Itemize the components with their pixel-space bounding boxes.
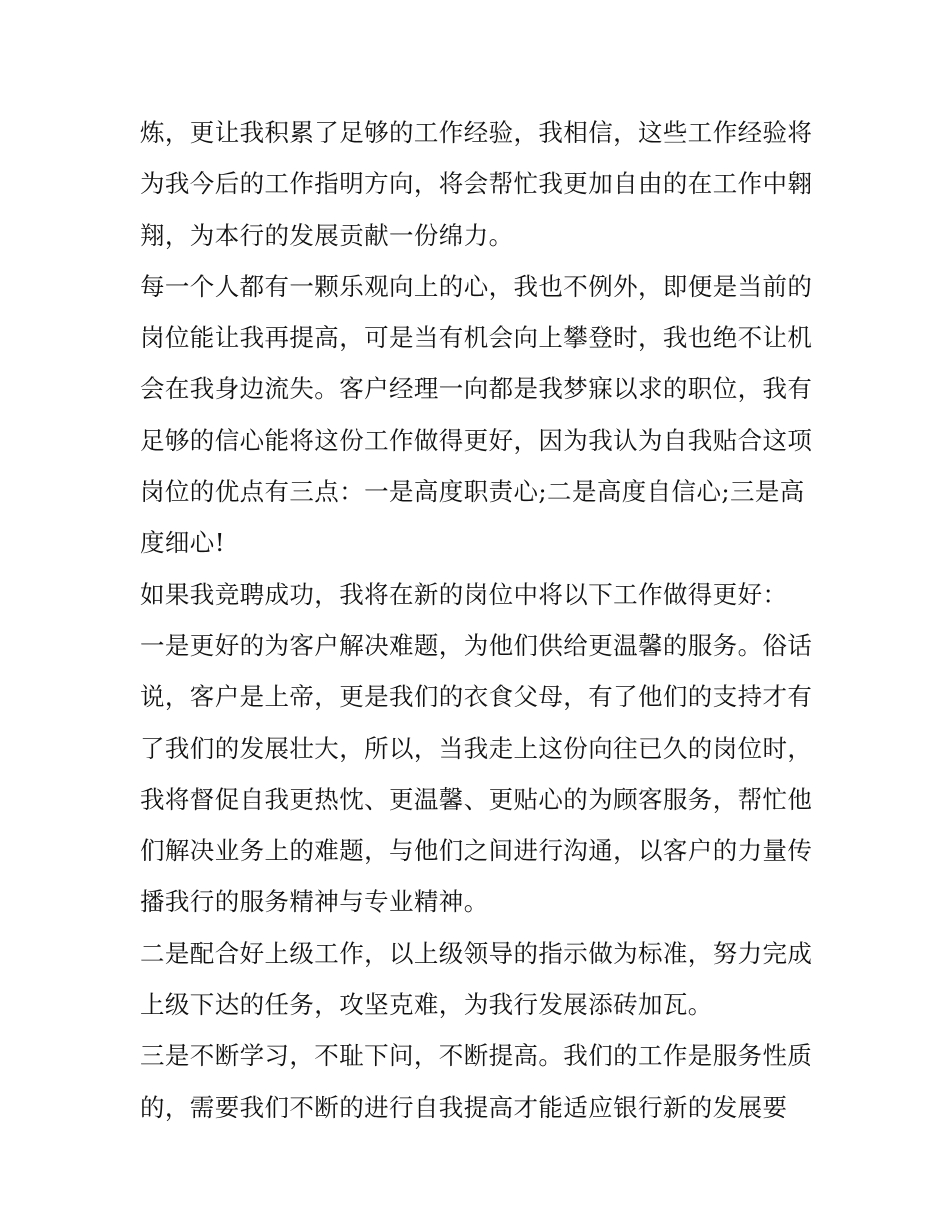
text-line: 为我今后的工作指明方向，将会帮忙我更加自由的在工作中翱 (140, 169, 813, 199)
text-line: 足够的信心能将这份工作做得更好，因为我认为自我贴合这项 (140, 425, 813, 455)
text-line: 的，需要我们不断的进行自我提高才能适应银行新的发展要 (140, 1092, 788, 1122)
text-line: 岗位的优点有三点：一是高度职责心;二是高度自信心;三是高 (140, 477, 805, 507)
text-line: 度细心! (140, 528, 225, 558)
text-line: 每一个人都有一颗乐观向上的心，我也不例外，即便是当前的 (140, 271, 813, 301)
text-line: 岗位能让我再提高，可是当有机会向上攀登时，我也绝不让机 (140, 323, 813, 353)
text-line: 炼，更让我积累了足够的工作经验，我相信，这些工作经验将 (140, 118, 813, 147)
text-line: 们解决业务上的难题，与他们之间进行沟通，以客户的力量传 (140, 836, 813, 866)
text-line: 说，客户是上帝，更是我们的衣食父母，有了他们的支持才有 (140, 682, 813, 712)
text-line: 翔，为本行的发展贡献一份绵力。 (140, 220, 514, 250)
text-line: 会在我身边流失。客户经理一向都是我梦寐以求的职位，我有 (140, 374, 813, 404)
body-text (140, 107, 820, 1133)
text-line: 如果我竞聘成功，我将在新的岗位中将以下工作做得更好： (140, 579, 788, 609)
text-line: 了我们的发展壮大，所以，当我走上这份向往已久的岗位时， (140, 733, 813, 763)
text-line: 二是配合好上级工作，以上级领导的指示做为标准，努力完成 (140, 938, 813, 968)
text-line: 我将督促自我更热忱、更温馨、更贴心的为顾客服务，帮忙他 (140, 784, 813, 814)
text-line: 上级下达的任务，攻坚克难，为我行发展添砖加瓦。 (140, 990, 713, 1020)
text-line: 三是不断学习，不耻下问，不断提高。我们的工作是服务性质 (140, 1041, 813, 1071)
text-line: 一是更好的为客户解决难题，为他们供给更温馨的服务。俗话 (140, 630, 813, 660)
text-line: 播我行的服务精神与专业精神。 (140, 887, 489, 917)
